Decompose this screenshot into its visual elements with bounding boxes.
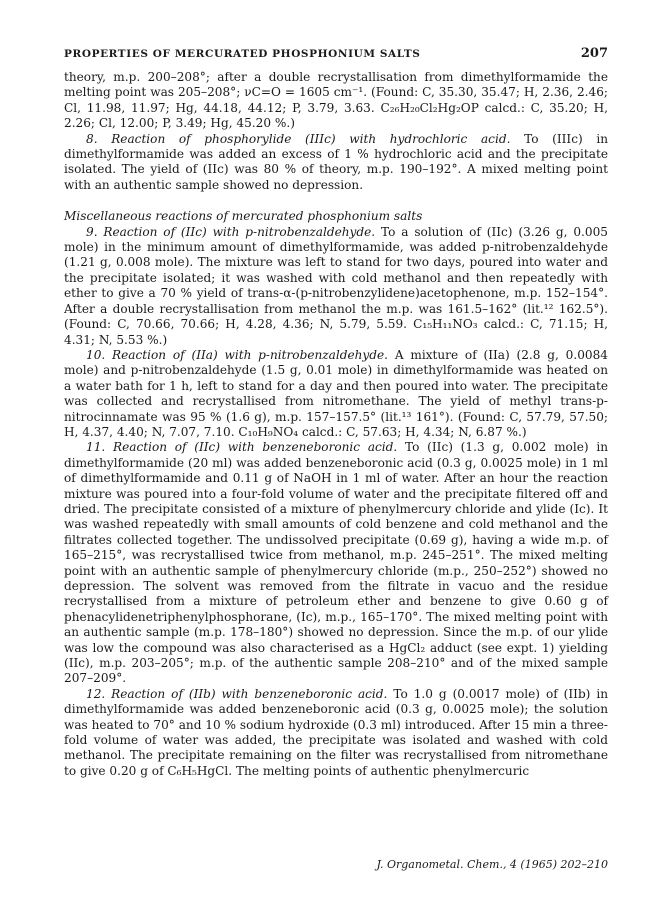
experiment-12-paragraph: 12. Reaction of (IIb) with benzeneboronic acid. To 1.0 g (0.0017 mole) of (IIb) in dimethylformamide was added benzeneboronic acid (0.3 g, 0.0025 mole); the solution was heated to 70° and 10 % sodium hydroxide (0.3 ml) introduced. After 15 min a three-fold volume of water was added, the precipitate was isolated and washed with cold methanol. The precipitate remaining on the filter was recrystallised from nitromethane to give 0.20 g of C₆H₅HgCl. The melting points of authentic phenylmercuric bbox=[64, 686, 608, 778]
page-header bbox=[64, 46, 608, 61]
journal-citation: J. Organometal. Chem., 4 (1965) 202–210 bbox=[376, 858, 608, 871]
experiment-title: 10. Reaction of (IIa) with p-nitrobenzaldehyde. bbox=[86, 347, 388, 362]
experiment-9-paragraph: 9. Reaction of (IIc) with p-nitrobenzaldehyde. To a solution of (IIc) (3.26 g, 0.005 mole) in the minimum amount of dimethylformamide, was added p-nitrobenzaldehyde (1.21 g, 0.008 mole). The mixture was left to stand for two days, poured into water and the precipitate isolated; it was washed with cold methanol and then repeatedly with ether to give a 70 % yield of trans-α-(p-nitrobenzylidene)acetophenone, m.p. 152–154°. After a double recrystallisation from methanol the m.p. was 161.5–162° (lit.¹² 162.5°). (Found: C, 70.66, 70.66; H, 4.28, 4.36; N, 5.79, 5.59. C₁₅H₁₁NO₃ calcd.: C, 71.15; H, 4.31; N, 5.53 %.) bbox=[64, 224, 608, 347]
body-text bbox=[64, 70, 608, 779]
page-number: 207 bbox=[580, 46, 608, 61]
running-head: PROPERTIES OF MERCURATED PHOSPHONIUM SALTS bbox=[64, 48, 421, 60]
experiment-10-paragraph: 10. Reaction of (IIa) with p-nitrobenzaldehyde. A mixture of (IIa) (2.8 g, 0.0084 mole) and p-nitrobenzaldehyde (1.5 g, 0.01 mole) in dimethylformamide was heated on a water bath for 1 h, left to stand for a day and then poured into water. The precipitate was collected and recrystallised from nitromethane. The yield of methyl trans-p-nitrocinnamate was 95 % (1.6 g), m.p. 157–157.5° (lit.¹³ 161°). (Found: C, 57.79, 57.50; H, 4.37, 4.40; N, 7.07, 7.10. C₁₀H₉NO₄ calcd.: C, 57.63; H, 4.34; N, 6.87 %.) bbox=[64, 347, 608, 439]
experiment-title: 9. Reaction of (IIc) with p-nitrobenzaldehyde. bbox=[86, 224, 376, 239]
experiment-title: 12. Reaction of (IIb) with benzeneboronic acid. bbox=[86, 686, 388, 701]
experiment-11-paragraph: 11. Reaction of (IIc) with benzeneboronic acid. To (IIc) (1.3 g, 0.002 mole) in dimethylformamide (20 ml) was added benzeneboronic acid (0.3 g, 0.0025 mole) in 1 ml of dimethylformamide and 0.11 g of NaOH in 1 ml of water. After an hour the reaction mixture was poured into a four-fold volume of water and the precipitate filtered off and dried. The precipitate consisted of a mixture of phenylmercury chloride and ylide (Ic). It was washed repeatedly with small amounts of cold benzene and cold methanol and the filtrates collected together. The undissolved precipitate (0.69 g), having a wide m.p. of 165–215°, was recrystallised twice from methanol, m.p. 245–251°. The mixed melting point with an authentic sample of phenylmercury chloride (m.p., 250–252°) showed no depression. The solvent was removed from the filtrate in vacuo and the residue recrystallised from a mixture of petroleum ether and benzene to give 0.60 g of phenacylidenetriphenylphosphorane, (Ic), m.p., 165–170°. The mixed melting point with an authentic sample (m.p. 178–180°) showed no depression. Since the m.p. of our ylide was low the compound was also characterised as a HgCl₂ adduct (see expt. 1) yielding (IIc), m.p. 203–205°; m.p. of the authentic sample 208–210° and of the mixed sample 207–209°. bbox=[64, 440, 608, 686]
experiment-8-paragraph: 8. Reaction of phosphorylide (IIIc) with hydrochloric acid. To (IIIc) in dimethylformamide was added an excess of 1 % hydrochloric acid and the precipitate isolated. The yield of (IIc) was 80 % of theory, m.p. 190–192°. A mixed melting point with an authentic sample showed no depression. bbox=[64, 131, 608, 192]
section-heading: Miscellaneous reactions of mercurated phosphonium salts bbox=[64, 209, 423, 224]
continuation-paragraph: theory, m.p. 200–208°; after a double recrystallisation from dimethylformamide the melting point was 205–208°; νC=O = 1605 cm⁻¹. (Found: C, 35.30, 35.47; H, 2.36, 2.46; Cl, 11.98, 11.97; Hg, 44.18, 44.12; P, 3.79, 3.63. C₂₆H₂₀Cl₂Hg₂OP calcd.: C, 35.20; H, 2.26; Cl, 12.00; P, 3.49; Hg, 45.20 %.) bbox=[64, 70, 608, 131]
experiment-title: 11. Reaction of (IIc) with benzeneboronic acid. bbox=[86, 440, 398, 455]
experiment-title: 8. Reaction of phosphorylide (IIIc) with hydrochloric acid. bbox=[86, 131, 511, 146]
